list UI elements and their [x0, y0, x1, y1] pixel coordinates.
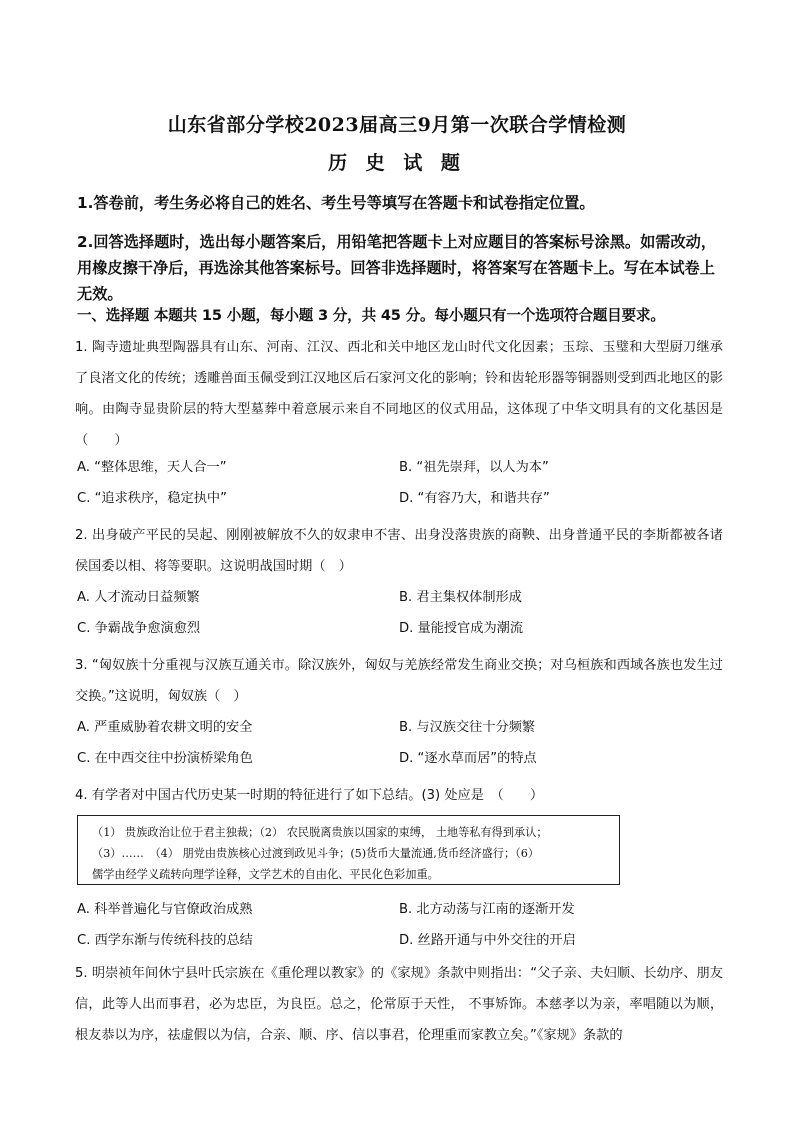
question-4-option-a[interactable]: A. 科举普遍化与官僚政治成熟	[77, 902, 253, 917]
question-2-stem: 2. 出身破产平民的吴起、刚刚被解放不久的奴隶申不害、出身没落贵族的商鞅、出身普通平民的李斯都被各诸侯国委以相、将等要职。这说明战国时期（ ）	[75, 528, 723, 574]
quote-line-3: 儒学由经学义疏转向理学诠释，文学艺术的自由化、平民化色彩加重。	[92, 868, 439, 881]
question-4-stem: 4. 有学者对中国古代历史某一时期的特征进行了如下总结。(3) 处应是 （ ）	[75, 788, 544, 803]
question-2-option-c[interactable]: C. 争霸战争愈演愈烈	[77, 621, 201, 636]
question-4-option-d[interactable]: D. 丝路开通与中外交往的开启	[399, 933, 576, 948]
question-3-option-d[interactable]: D. “逐水草而居”的特点	[399, 751, 537, 766]
instruction-1: 1.答卷前，考生务必将自己的姓名、考生号等填写在答题卡和试卷指定位置。	[77, 194, 595, 212]
quote-line-2: （3）…… （4） 朋党由贵族核心过渡到政见斗争；(5)货币大量流通,货币经济盛行；（6）	[92, 847, 540, 860]
question-3-stem: 3. “匈奴族十分重视与汉族互通关市。除汉族外，匈奴与羌族经常发生商业交换；对乌桓族和西域各族也发生过交换。”这说明，匈奴族（ ）	[75, 658, 723, 704]
question-4-option-b[interactable]: B. 北方动荡与江南的逐渐开发	[399, 902, 575, 917]
question-3-option-c[interactable]: C. 在中西交往中扮演桥梁角色	[77, 751, 253, 766]
question-2-option-b[interactable]: B. 君主集权体制形成	[399, 590, 522, 605]
question-2-option-a[interactable]: A. 人才流动日益频繁	[77, 590, 200, 605]
question-4-option-c[interactable]: C. 西学东渐与传统科技的总结	[77, 933, 253, 948]
question-1-option-a[interactable]: A. “整体思维，天人合一”	[77, 460, 227, 475]
question-1-option-b[interactable]: B. “祖先崇拜，以人为本”	[399, 460, 549, 475]
question-3-option-b[interactable]: B. 与汉族交往十分频繁	[399, 720, 536, 735]
quote-line-1: （1） 贵族政治让位于君主独裁；（2） 农民脱离贵族以国家的束缚， 土地等私有得到承认；	[92, 826, 548, 839]
question-1-option-c[interactable]: C. “追求秩序，稳定执中”	[77, 491, 227, 506]
question-1-stem: 1. 陶寺遗址典型陶器具有山东、河南、江汉、西北和关中地区龙山时代文化因素；玉琮、玉璧和大型厨刀继承了良渚文化的传统；透雕兽面玉佩受到江汉地区后石家河文化的影响；铃和齿轮形器等铜器则受到西北地区的影响。由陶寺显贵阶层的特大型墓葬中着意展示来自不同地区的仪式用品，这体现了中华文明具有的文化基因是（ ）	[75, 340, 723, 448]
question-3-option-a[interactable]: A. 严重威胁着农耕文明的安全	[77, 720, 253, 735]
question-1-option-d[interactable]: D. “有容乃大，和谐共存”	[399, 491, 550, 506]
exam-subtitle: 历 史 试 题	[328, 152, 466, 174]
question-5-stem: 5. 明崇祯年间休宁县叶氏宗族在《重伦理以教家》的《家规》条款中则指出：“父子亲、夫妇顺、长幼序、朋友信，此等人出而事君，必为忠臣，为良臣。总之，伦常原于天性， 不事矫饰。本慈孝以为亲，率唱随以为顺，根友恭以为序，祛虚假以为信，合亲、顺、序、信以事君，伦理重而家教立矣。”《家规》条款的	[75, 966, 723, 1043]
question-2-option-d[interactable]: D. 量能授官成为潮流	[399, 621, 524, 636]
instruction-2: 2.回答选择题时，选出每小题答案后，用铅笔把答题卡上对应题目的答案标号涂黑。如需改动，用橡皮擦干净后，再选涂其他答案标号。回答非选择题时，将答案写在答题卡上。写在本试卷上无效。	[77, 233, 717, 303]
question-4-quote-box	[77, 815, 620, 885]
section-heading: 一、选择题 本题共 15 小题，每小题 3 分，共 45 分。每小题只有一个选项符合题目要求。	[77, 307, 665, 324]
exam-title: 山东省部分学校2023届高三9月第一次联合学情检测	[167, 114, 627, 136]
